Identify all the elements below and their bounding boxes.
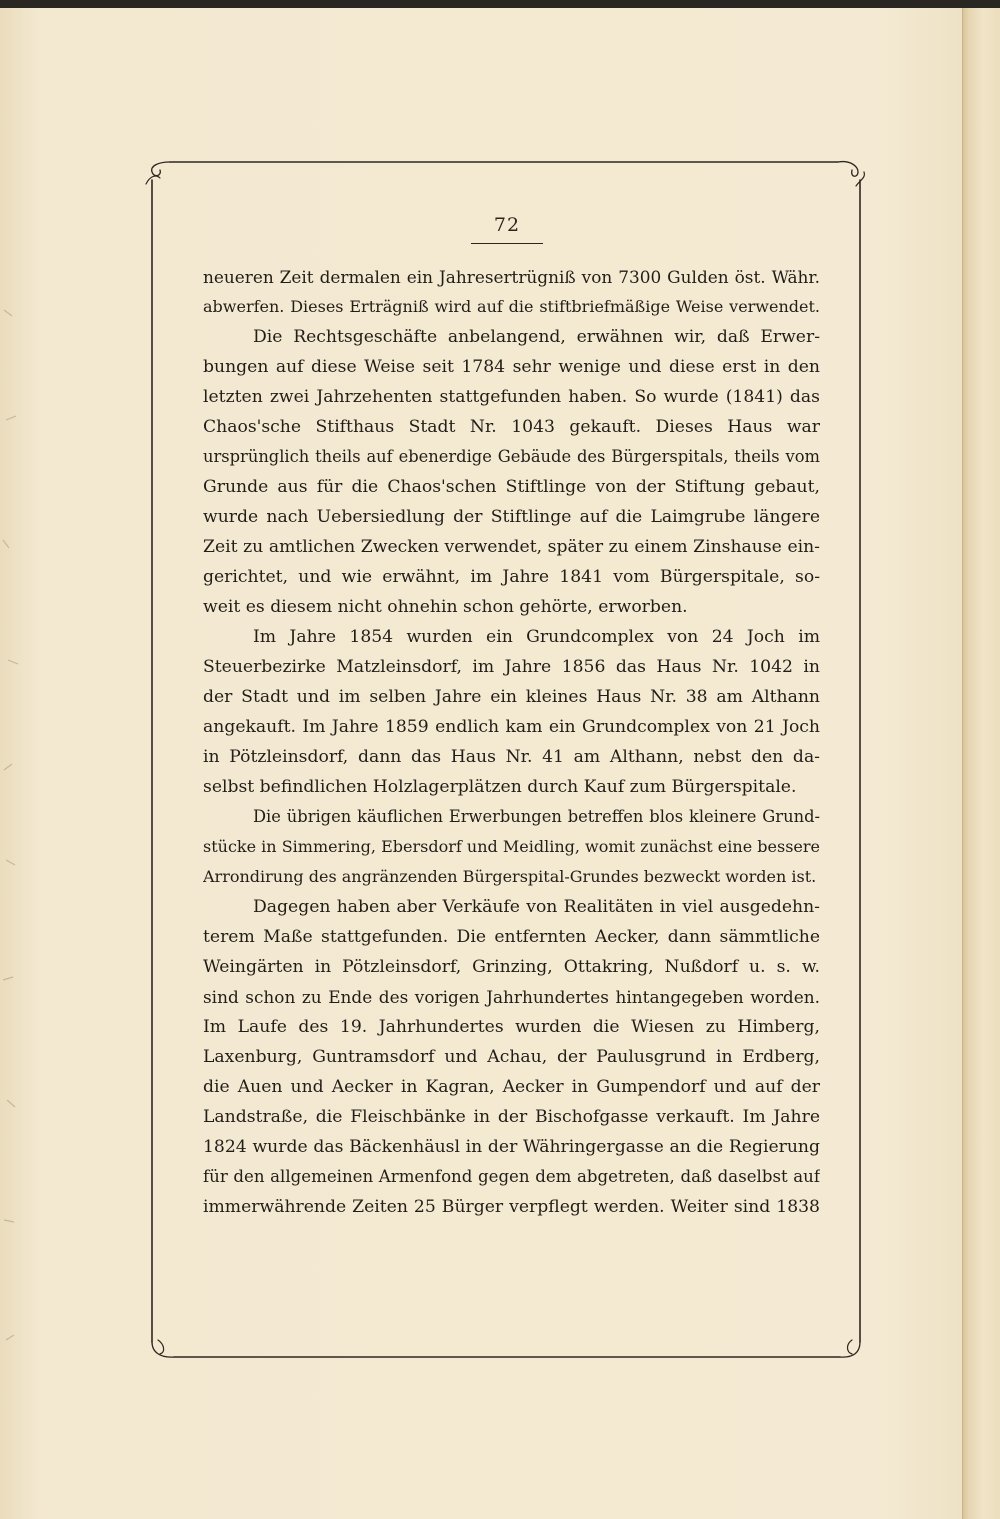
text-line: Im Jahre 1854 wurden ein Grundcomplex von 24 Joch im: [253, 627, 820, 647]
text-line: wurde nach Uebersiedlung der Stiftlinge auf die Laimgrube längere: [203, 507, 820, 527]
text-line: Die übrigen käuflichen Erwerbungen betreffen blos kleinere Grund-: [253, 807, 820, 826]
text-line: Dagegen haben aber Verkäufe von Realitäten in viel ausgedehn-: [253, 897, 820, 917]
text-line: Weingärten in Pötzleinsdorf, Grinzing, Ottakring, Nußdorf u. s. w.: [203, 957, 820, 977]
text-line: weit es diesem nicht ohnehin schon gehörte, erworben.: [203, 597, 688, 617]
text-line: terem Maße stattgefunden. Die entfernten Aecker, dann sämmtliche: [203, 927, 820, 947]
text-line: in Pötzleinsdorf, dann das Haus Nr. 41 am Althann, nebst den da-: [203, 747, 820, 767]
text-line: neueren Zeit dermalen ein Jahresertrügniß von 7300 Gulden öst. Währ.: [203, 267, 820, 287]
text-line: immerwährende Zeiten 25 Bürger verpflegt werden. Weiter sind 1838: [203, 1197, 820, 1217]
text-line: ursprünglich theils auf ebenerdige Gebäude des Bürgerspitals, theils vom: [203, 447, 820, 466]
text-line: Landstraße, die Fleischbänke in der Bischofgasse verkauft. Im Jahre: [203, 1107, 820, 1127]
text-line: letzten zwei Jahrzehenten stattgefunden haben. So wurde (1841) das: [203, 387, 820, 407]
text-line: Die Rechtsgeschäfte anbelangend, erwähnen wir, daß Erwer-: [253, 327, 820, 347]
page-number: 72: [493, 214, 521, 236]
text-line: Chaos'sche Stifthaus Stadt Nr. 1043 gekauft. Dieses Haus war: [203, 417, 820, 437]
text-line: selbst befindlichen Holzlagerplätzen durch Kauf zum Bürgerspitale.: [203, 777, 797, 797]
body-text: [203, 262, 820, 1222]
text-line: stücke in Simmering, Ebersdorf und Meidling, womit zunächst eine bessere: [203, 837, 820, 856]
text-line: Steuerbezirke Matzleinsdorf, im Jahre 1856 das Haus Nr. 1042 in: [203, 657, 820, 677]
text-line: sind schon zu Ende des vorigen Jahrhundertes hintangegeben worden.: [203, 987, 820, 1007]
text-line: Arrondirung des angränzenden Bürgerspital-Grundes bezweckt worden ist.: [203, 867, 817, 886]
text-line: gerichtet, und wie erwähnt, im Jahre 1841 vom Bürgerspitale, so-: [203, 567, 820, 587]
text-line: 1824 wurde das Bäckenhäusl in der Währingergasse an die Regierung: [203, 1137, 820, 1157]
text-line: Laxenburg, Guntramsdorf und Achau, der Paulusgrund in Erdberg,: [203, 1047, 820, 1067]
text-line: bungen auf diese Weise seit 1784 sehr wenige und diese erst in den: [203, 357, 820, 377]
text-line: Im Laufe des 19. Jahrhundertes wurden die Wiesen zu Himberg,: [203, 1017, 820, 1037]
text-line: abwerfen. Dieses Erträgniß wird auf die stiftbriefmäßige Weise verwendet.: [203, 297, 820, 316]
text-line: Grunde aus für die Chaos'schen Stiftlinge von der Stiftung gebaut,: [203, 477, 820, 497]
text-line: angekauft. Im Jahre 1859 endlich kam ein Grundcomplex von 21 Joch: [203, 717, 820, 737]
text-line: der Stadt und im selben Jahre ein kleines Haus Nr. 38 am Althann: [203, 687, 820, 707]
text-line: für den allgemeinen Armenfond gegen dem abgetreten, daß daselbst auf: [203, 1167, 820, 1186]
page-number-rule: [471, 243, 543, 244]
text-line: die Auen und Aecker in Kagran, Aecker in Gumpendorf und auf der: [203, 1077, 820, 1097]
text-line: Zeit zu amtlichen Zwecken verwendet, später zu einem Zinshause ein-: [203, 537, 820, 557]
